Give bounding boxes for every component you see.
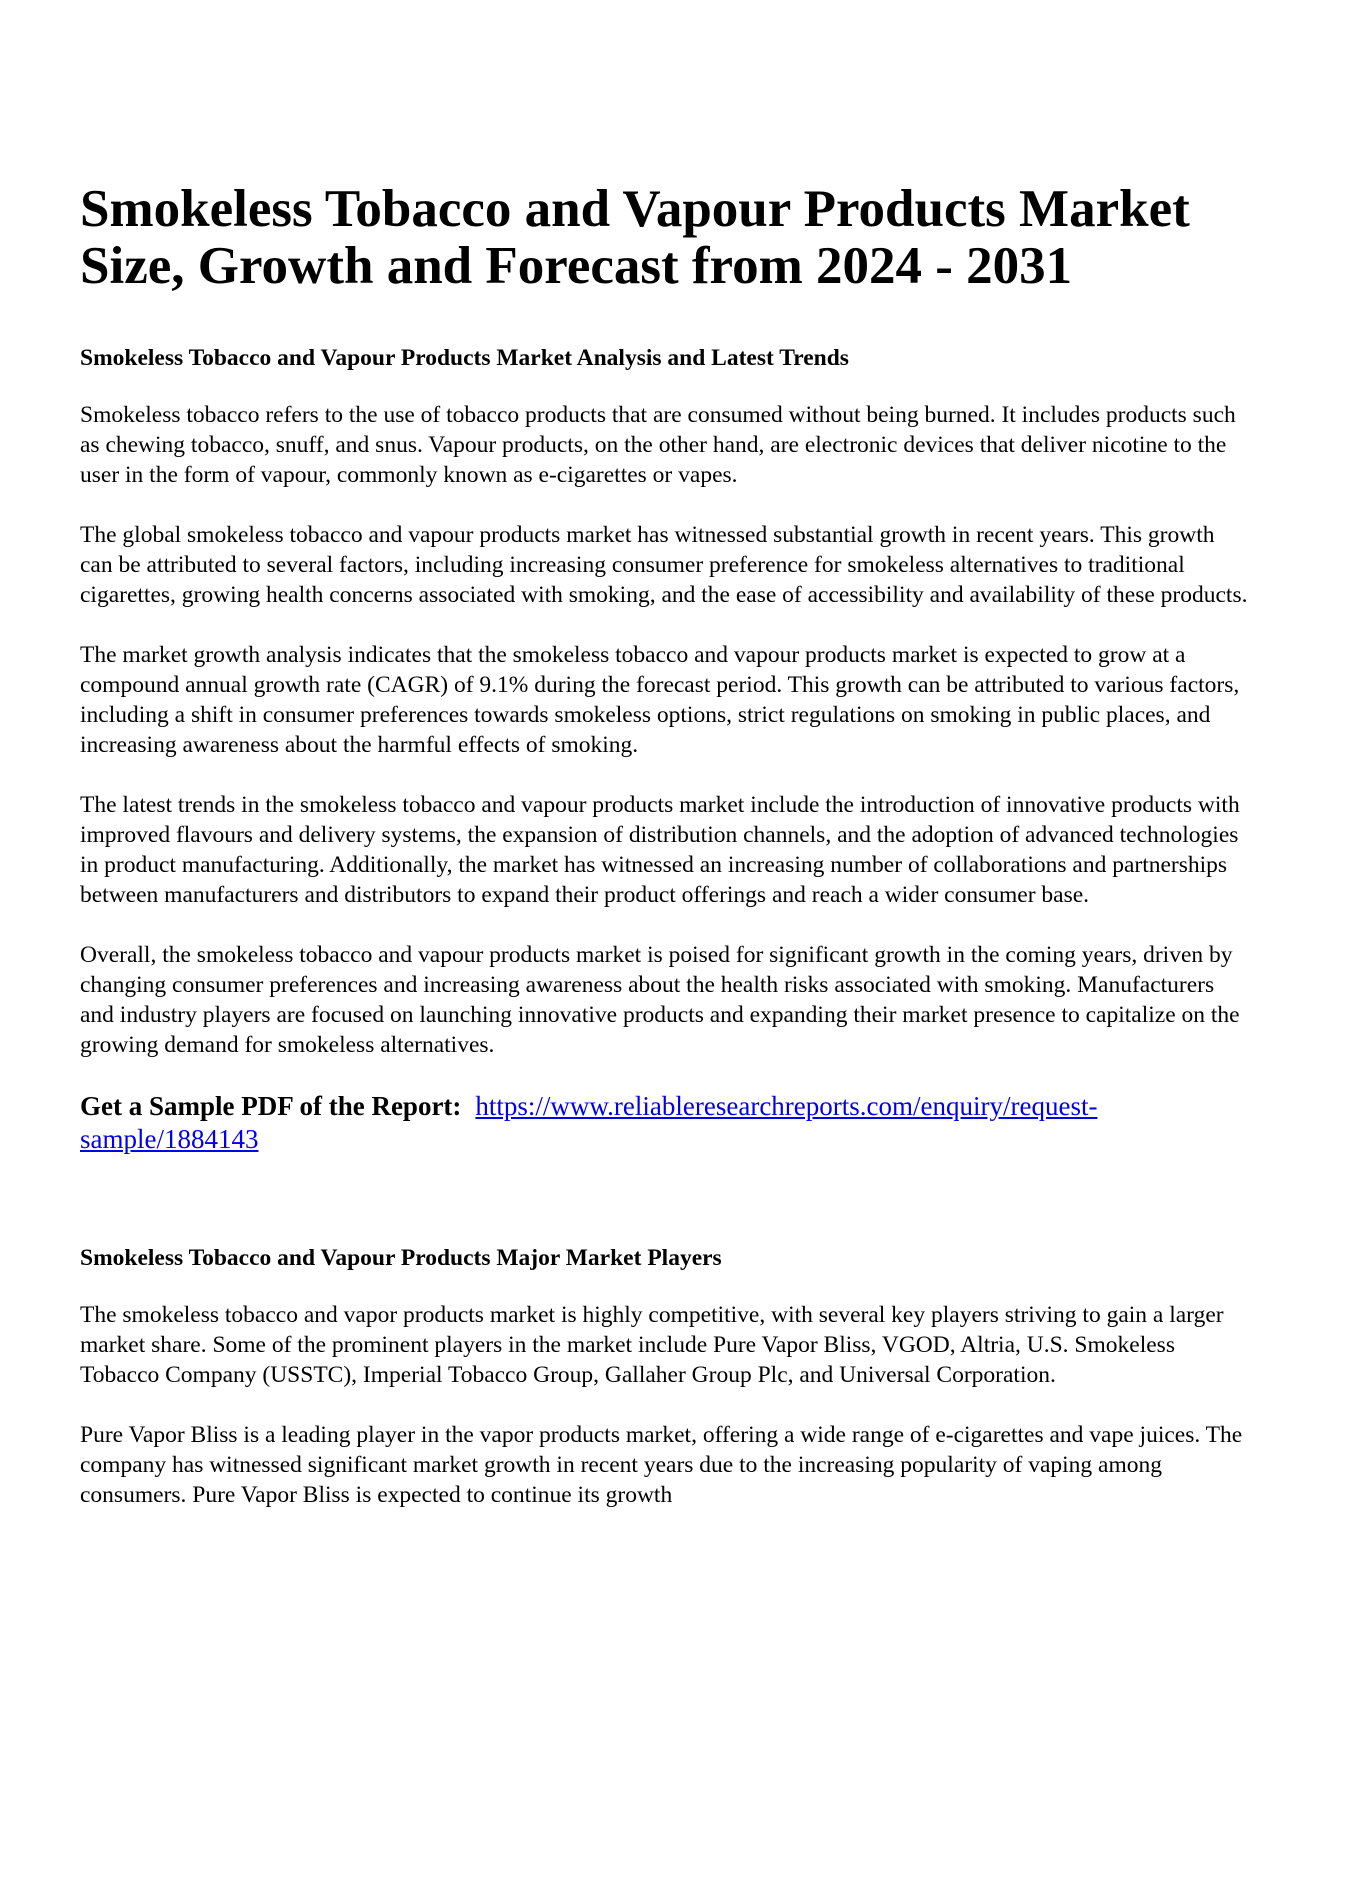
sample-pdf-label: Get a Sample PDF of the Report: [80,1091,462,1121]
page-title-line1: Smokeless Tobacco and Vapour Products Market [80,180,1190,238]
sample-report-link[interactable]: https://www.reliableresearchreports.com/enquiry/request-sample/1884143 [80,1091,1098,1154]
analysis-heading: Smokeless Tobacco and Vapour Products Market Analysis and Latest Trends [80,345,849,371]
paragraph-definition: Smokeless tobacco refers to the use of tobacco products that are consumed without being burned. It includes products such as chewing tobacco, snuff, and snus. Vapour products, on the other hand, are electronic devices that deliver nicotine to the user in the form of vapour, commonly known as e-cigarettes or vapes. [80,402,1236,488]
paragraph-pure-vapor-bliss: Pure Vapor Bliss is a leading player in the vapor products market, offering a wide range of e-cigarettes and vape juices. The company has witnessed significant market growth in recent years due to the increasing popularity of vaping among consumers. Pure Vapor Bliss is expected to continue its growth [80,1422,1243,1508]
paragraph-cagr: The market growth analysis indicates that the smokeless tobacco and vapour products market is expected to grow at a compound annual growth rate (CAGR) of 9.1% during the forecast period. This growth can be attributed to various factors, including a shift in consumer preferences towards smokeless options, strict regulations on smoking in public places, and increasing awareness about the harmful effects of smoking. [80,642,1240,758]
paragraph-latest-trends: The latest trends in the smokeless tobacco and vapour products market include the introduction of innovative products with improved flavours and delivery systems, the expansion of distribution channels, and the adoption of advanced technologies in product manufacturing. Additionally, the market has witnessed an increasing number of collaborations and partnerships between manufacturers and distributors to expand their product offerings and reach a wider consumer base. [80,792,1240,908]
players-heading: Smokeless Tobacco and Vapour Products Major Market Players [80,1245,722,1271]
sample-request-line [80,1090,1250,1156]
paragraph-market-growth: The global smokeless tobacco and vapour products market has witnessed substantial growth in recent years. This growth can be attributed to several factors, including increasing consumer preference for smokeless alternatives to traditional cigarettes, growing health concerns associated with smoking, and the ease of accessibility and availability of these products. [80,522,1248,608]
paragraph-overall: Overall, the smokeless tobacco and vapour products market is poised for significant growth in the coming years, driven by changing consumer preferences and increasing awareness about the health risks associated with smoking. Manufacturers and industry players are focused on launching innovative products and expanding their market presence to capitalize on the growing demand for smokeless alternatives. [80,942,1240,1058]
page-title [80,181,1250,295]
paragraph-competitive-landscape: The smokeless tobacco and vapor products market is highly competitive, with several key players striving to gain a larger market share. Some of the prominent players in the market include Pure Vapor Bliss, VGOD, Altria, U.S. Smokeless Tobacco Company (USSTC), Imperial Tobacco Group, Gallaher Group Plc, and Universal Corporation. [80,1302,1224,1388]
page-title-line2: Size, Growth and Forecast from 2024 - 2031 [80,237,1073,295]
